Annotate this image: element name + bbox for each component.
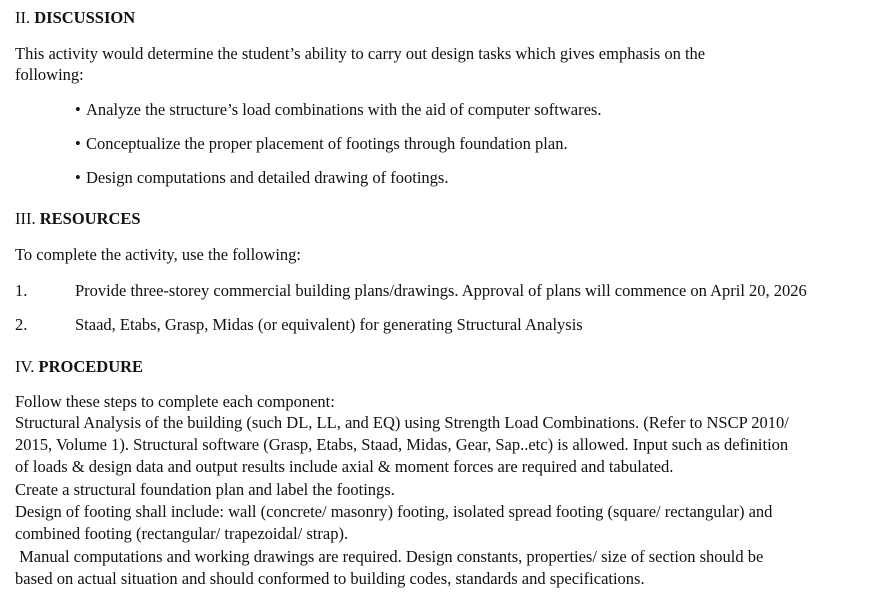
- procedure-line: Structural Analysis of the building (such DL, LL, and EQ) using Strength Load Combinations. (Refer to NSCP 2010/: [15, 413, 789, 432]
- discussion-intro-line2: following:: [15, 65, 84, 84]
- discussion-intro-line1: This activity would determine the student’s ability to carry out design tasks which gives emphasis on the: [15, 44, 706, 63]
- bullet-symbol: •: [75, 168, 81, 187]
- procedure-line: combined footing (rectangular/ trapezoidal/ strap).: [15, 524, 349, 543]
- procedure-line: Manual computations and working drawings are required. Design constants, properties/ size of section should be: [15, 547, 764, 566]
- bullet-item: [75, 167, 448, 189]
- resource-item-number: 1.: [15, 281, 28, 300]
- procedure-title: PROCEDURE: [38, 357, 144, 376]
- discussion-title: DISCUSSION: [34, 8, 136, 27]
- resource-item-text: Provide three-storey commercial building plans/drawings. Approval of plans will commence on April 20, 2026: [75, 281, 807, 300]
- procedure-line: 2015, Volume 1). Structural software (Grasp, Etabs, Staad, Midas, Gear, Sap..etc) is allowed. Input such as definition: [15, 435, 789, 454]
- procedure-line: based on actual situation and should conformed to building codes, standards and specifications.: [15, 569, 645, 588]
- procedure-number: IV.: [15, 357, 35, 376]
- resource-item-text: Staad, Etabs, Grasp, Midas (or equivalent) for generating Structural Analysis: [75, 315, 583, 334]
- resources-title: RESOURCES: [39, 209, 141, 228]
- bullet-symbol: •: [75, 134, 81, 153]
- resource-item-number: 2.: [15, 315, 28, 334]
- resources-heading: [15, 208, 141, 230]
- procedure-line: Create a structural foundation plan and label the footings.: [15, 480, 395, 499]
- procedure-line: Design of footing shall include: wall (concrete/ masonry) footing, isolated spread footing (square/ rectangular) and: [15, 502, 773, 521]
- discussion-heading: [15, 7, 135, 29]
- bullet-item: [75, 99, 601, 121]
- resources-intro: To complete the activity, use the following:: [15, 245, 301, 264]
- bullet-text: Design computations and detailed drawing of footings.: [86, 168, 449, 187]
- procedure-line: Follow these steps to complete each component:: [15, 392, 335, 411]
- bullet-text: Analyze the structure’s load combinations with the aid of computer softwares.: [86, 100, 602, 119]
- bullet-symbol: •: [75, 100, 81, 119]
- bullet-item: [75, 133, 568, 155]
- procedure-heading: [15, 356, 143, 378]
- procedure-line: of loads & design data and output results include axial & moment forces are required and tabulated.: [15, 457, 674, 476]
- discussion-number: II.: [15, 8, 31, 27]
- bullet-text: Conceptualize the proper placement of footings through foundation plan.: [86, 134, 568, 153]
- resources-number: III.: [15, 209, 36, 228]
